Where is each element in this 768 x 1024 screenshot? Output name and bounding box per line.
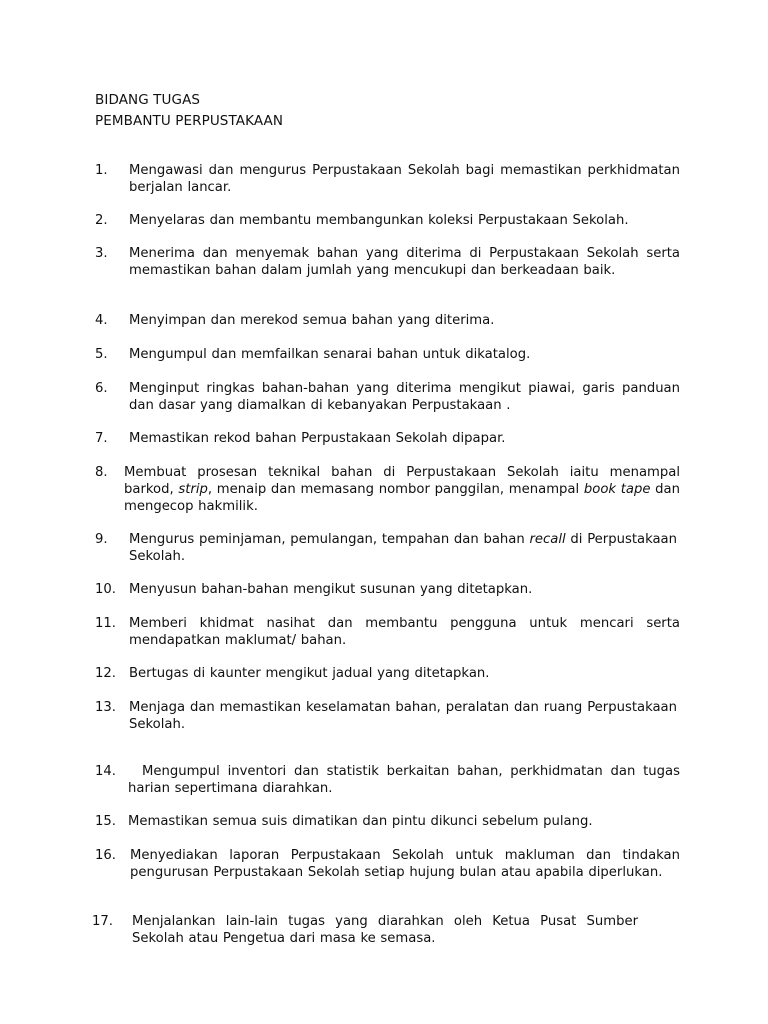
item-text: Menjalankan lain-lain tugas yang diarahkan oleh Ketua Pusat Sumber Sekolah atau Pengetua dari masa ke semasa. [132, 914, 638, 946]
item-text: Memastikan semua suis dimatikan dan pintu dikunci sebelum pulang. [128, 814, 593, 829]
item-text: Menyelaras dan membantu membangunkan koleksi Perpustakaan Sekolah. [129, 213, 629, 228]
item-text: Menyimpan dan merekod semua bahan yang diterima. [129, 313, 495, 328]
emphasis-strip: strip [178, 481, 208, 497]
item-text: Mengumpul dan memfailkan senarai bahan untuk dikatalog. [129, 347, 531, 362]
item-number: 9. [95, 532, 108, 547]
item-number: 11. [95, 616, 116, 631]
item-number: 3. [95, 246, 108, 261]
item-number: 6. [95, 381, 108, 396]
item-number: 12. [95, 666, 116, 681]
item-text: Mengawasi dan mengurus Perpustakaan Sekolah bagi memastikan perkhidmatan berjalan lancar. [129, 163, 680, 195]
item-number: 15. [95, 814, 116, 829]
document-title: BIDANG TUGAS [95, 92, 201, 108]
item-text: Bertugas di kaunter mengikut jadual yang ditetapkan. [129, 666, 490, 681]
item-number: 1. [95, 163, 108, 178]
item-text: Mengumpul inventori dan statistik berkaitan bahan, perkhidmatan dan tugas harian sepertimana diarahkan. [128, 764, 680, 796]
item-number: 16. [95, 848, 116, 863]
item-number: 14. [95, 764, 116, 779]
item-number: 4. [95, 313, 108, 328]
item-text: Menginput ringkas bahan-bahan yang diterima mengikut piawai, garis panduan dan dasar yang diamalkan di kebanyakan Perpustakaan . [129, 381, 680, 413]
item-text: Memberi khidmat nasihat dan membantu pengguna untuk mencari serta mendapatkan maklumat/ bahan. [129, 616, 680, 648]
item-text: Mengurus peminjaman, pemulangan, tempahan dan bahan recall di Perpustakaan Sekolah. [129, 532, 677, 564]
item-number: 7. [95, 431, 108, 446]
emphasis-recall: recall [529, 532, 566, 547]
item-text: Memastikan rekod bahan Perpustakaan Sekolah dipapar. [129, 431, 506, 446]
item-text: Menyediakan laporan Perpustakaan Sekolah untuk makluman dan tindakan pengurusan Perpustakaan Sekolah setiap hujung bulan atau apabila diperlukan. [130, 848, 680, 880]
item-number: 10. [95, 582, 116, 597]
item-number: 8. [95, 465, 108, 480]
item-text: Menjaga dan memastikan keselamatan bahan, peralatan dan ruang Perpustakaan Sekolah. [129, 700, 677, 732]
item-number: 17. [92, 914, 113, 929]
item-text: Menerima dan menyemak bahan yang diterima di Perpustakaan Sekolah serta memastikan bahan dalam jumlah yang mencukupi dan berkeadaan baik. [129, 246, 680, 278]
item-number: 5. [95, 347, 108, 362]
item-text: Menyusun bahan-bahan mengikut susunan yang ditetapkan. [129, 582, 533, 597]
item-number: 2. [95, 213, 108, 228]
item-number: 13. [95, 700, 116, 715]
emphasis-book-tape: book tape [583, 481, 651, 497]
document-subtitle: PEMBANTU PERPUSTAKAAN [95, 113, 284, 129]
item-text: Membuat prosesan teknikal bahan di Perpustakaan Sekolah iaitu menampal barkod, strip, menaip dan memasang nombor panggilan, menampal book tape dan mengecop hakmilik. [124, 465, 680, 514]
